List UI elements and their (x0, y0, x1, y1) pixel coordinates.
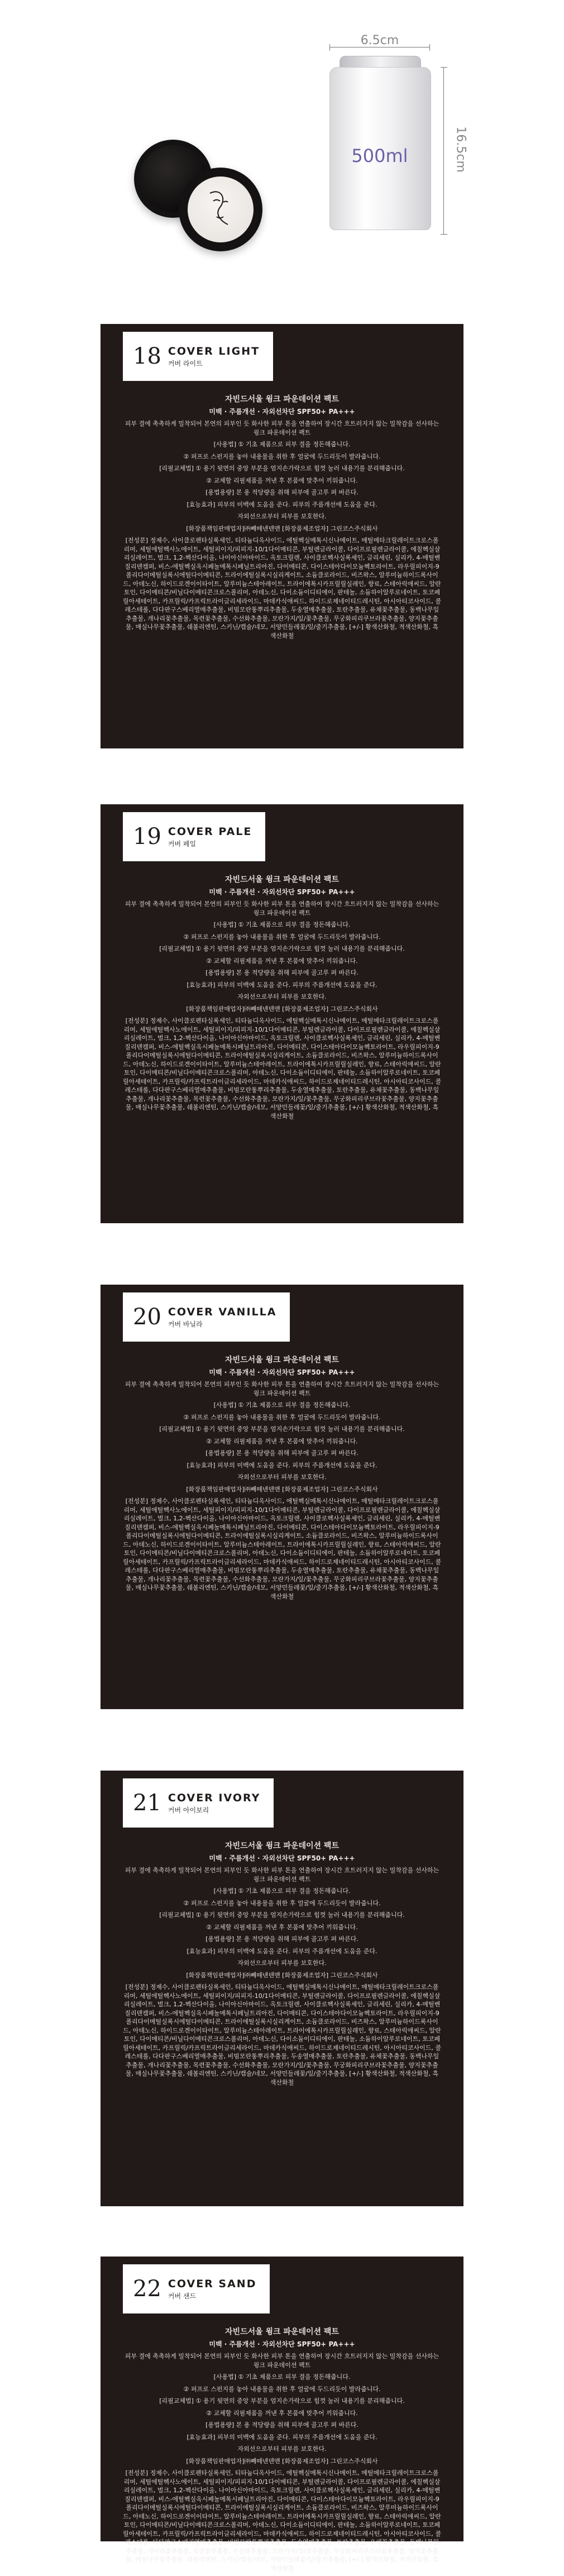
height-dimension (441, 67, 475, 235)
shade-label-box (123, 2264, 270, 2313)
shade-name-ko: 커버 라이트 (168, 359, 203, 368)
shade-card (101, 2257, 463, 2572)
usage-step-2: ② 퍼프로 스펀지를 놓아 내용물을 취한 후 얼굴에 두드리듯이 발라줍니다. (183, 2385, 381, 2393)
ingredients-text: [전성분] 정제수, 사이클로펜타실록세인, 티타늄디옥사이드, 에틸헥실메톡시신나메이트, 메틸메타크릴레이트크로스폴리머, 세틸에틸헥사노에이트, 세틸피이지/피피지-10/1다이메티콘, 부틸렌글라이콜, 다이프로필렌글라이콜, 에칠헥실살리실레이트, 벌크, 1,2-헥산다이올, 나이아신아마이드, 옥토크릴렌, 사이클로헥사실록세인, 글리세린, 실리카, 4-메틸벤질리덴캠퍼, 비스-에틸헥실옥시페놀메톡시페닐트리아진, 다이메티콘, 다이스테아다이모늄헥토라이트, 라우릴피이지-9폴리다이메틸실록시에틸다이메티콘, 트라이에틸실록시실리케이트, 소듐클로라이드, 비즈왁스, 알루미늄하이드록사이드, 아데노신, 하이드로겐이이타이트, 알루미늄스테아레이트, 트라이에톡시카프릴릴실레인, 향료, 스테아릭애씨드, 알란토인, 다이메티콘/비닐다이메티콘크로스폴리머, 아데노신, 다이소듐이디티에이, 판테놀, 소듐하이알루로네이트, 토코페릴아세테이트, 카프릴릭/카프릭트라이글리세라이드, 마데카식애씨드, 하이드로제네이티드레시틴, 아시아티코사이드, 콜레스테롤, 다다판구스베리열매추출물, 비빔모란퉁뿌리추출물, 두송열매추출물, 토란추출물, 유채꽃추출물, 동백나무잎추출물, 개나리꽃추출물, 목련꽃추출물, 수선화추출물, 모란가지/잎/꽃추출물, 무궁화피리쿠브라꽃추출물, 양지꽃추출물, 매실나무꽃추출물, 쉐볼리엔틴, 스키닌/캡슐/네모, 서양민들레꽃/잎/줄기추출물, [+/-] 황색산화철, 적색산화철, 흑색산화철 (123, 1017, 441, 1120)
width-dimension (329, 34, 430, 50)
usage-step-1: [사용법] ① 기초 제품으로 피부 결을 정돈해줍니다. (213, 2373, 351, 2381)
manufacturer-text: [화장품책임판매업자]㈜빼떼넨덴맨 [화장품제조업자] 그린코스주식회사 (186, 1485, 378, 1493)
product-info (123, 2328, 441, 2576)
product-title: 자빈드서울 윙크 파운데이션 팩트 (225, 875, 339, 884)
product-info (123, 1842, 441, 2090)
shade-names (168, 826, 252, 848)
refill-step-2: ② 교체할 리필제품을 꺼낸 후 본품에 맞추어 끼워줍니다. (206, 1437, 358, 1445)
can-volume-label: 500ml (351, 145, 408, 166)
effect-text-2: 자외선으로부터 피부를 보호한다. (237, 1959, 327, 1967)
refill-step-1: [리필교체법] ① 용기 뒷면의 중앙 부분을 엄지손가락으로 힘껏 눌러 내용기를 분리해줍니다. (159, 1425, 405, 1433)
shade-name-en: COVER PALE (168, 825, 252, 838)
dosage-text: [용법용량] 본 용 적당량을 취해 피부에 골고루 펴 바른다. (205, 2421, 359, 2429)
product-functions: 미백 · 주름개선 · 자외선차단 SPF50+ PA+++ (209, 1854, 355, 1862)
shade-name-ko: 커버 페일 (168, 839, 197, 848)
product-description: 피부 결에 촉촉하게 밀착되어 본연의 피부인 듯 화사한 피부 톤을 연출하여 장시간 흐트러지지 않는 밀착감을 선사하는 윙크 파운데이션 팩트 (125, 1381, 439, 1397)
effect-text: [효능효과] 피부의 미백에 도움을 준다. 피부의 주름개선에 도움을 준다. (187, 981, 377, 989)
usage-step-2: ② 퍼프로 스펀지를 놓아 내용물을 취한 후 얼굴에 두드리듯이 발라줍니다. (183, 933, 381, 941)
refill-step-1: [리필교체법] ① 용기 뒷면의 중앙 부분을 엄지손가락으로 힘껏 눌러 내용기를 분리해줍니다. (159, 1911, 405, 1919)
product-description: 피부 결에 촉촉하게 밀착되어 본연의 피부인 듯 화사한 피부 톤을 연출하여 장시간 흐트러지지 않는 밀착감을 선사하는 윙크 파운데이션 팩트 (125, 1867, 439, 1883)
refill-step-2: ② 교체할 리필제품을 꺼낸 후 본품에 맞추어 끼워줍니다. (206, 1923, 358, 1931)
usage-step-2: ② 퍼프로 스펀지를 놓아 내용물을 취한 후 얼굴에 두드리듯이 발라줍니다. (183, 1899, 381, 1907)
shade-label-box (123, 332, 273, 381)
dosage-text: [용법용량] 본 용 적당량을 취해 피부에 골고루 펴 바른다. (205, 1935, 359, 1943)
shade-name-ko: 커버 바닐라 (168, 1320, 203, 1328)
shade-label-box (123, 812, 265, 861)
width-label: 6.5cm (360, 34, 399, 47)
product-description: 피부 결에 촉촉하게 밀착되어 본연의 피부인 듯 화사한 피부 톤을 연출하여 장시간 흐트러지지 않는 밀착감을 선사하는 윙크 파운데이션 팩트 (125, 2353, 439, 2369)
product-title: 자빈드서울 윙크 파운데이션 팩트 (225, 395, 339, 404)
refill-step-2: ② 교체할 리필제품을 꺼낸 후 본품에 맞추어 끼워줍니다. (206, 957, 358, 965)
height-label: 16.5cm (453, 126, 468, 173)
shade-number: 21 (133, 1790, 161, 1816)
refill-step-2: ② 교체할 리필제품을 꺼낸 후 본품에 맞추어 끼워줍니다. (206, 476, 358, 484)
product-functions: 미백 · 주름개선 · 자외선차단 SPF50+ PA+++ (209, 407, 355, 416)
shade-number: 22 (133, 2276, 161, 2302)
shade-name-ko: 커버 샌드 (168, 2292, 197, 2300)
shade-name-en: COVER SAND (168, 2277, 257, 2290)
manufacturer-text: [화장품책임판매업자]㈜빼떼넨덴맨 [화장품제조업자] 그린코스주식회사 (186, 1971, 378, 1979)
compact-case-face-design (179, 168, 262, 251)
shade-name-ko: 커버 아이보리 (168, 1806, 209, 1814)
product-image-area (0, 0, 564, 268)
dosage-text: [용법용량] 본 용 적당량을 취해 피부에 골고루 펴 바른다. (205, 969, 359, 976)
ingredients-text: [전성분] 정제수, 사이클로펜타실록세인, 티타늄디옥사이드, 에틸헥실메톡시신나메이트, 메틸메타크릴레이트크로스폴리머, 세틸에틸헥사노에이트, 세틸피이지/피피지-10/1다이메티콘, 부틸렌글라이콜, 다이프로필렌글라이콜, 에칠헥실살리실레이트, 벌크, 1,2-헥산다이올, 나이아신아마이드, 옥토크릴렌, 사이클로헥사실록세인, 글리세린, 실리카, 4-메틸벤질리덴캠퍼, 비스-에틸헥실옥시페놀메톡시페닐트리아진, 다이메티콘, 다이스테아다이모늄헥토라이트, 라우릴피이지-9폴리다이메틸실록시에틸다이메티콘, 트라이에틸실록시실리케이트, 소듐클로라이드, 비즈왁스, 알루미늄하이드록사이드, 아데노신, 하이드로겐이이타이트, 알루미늄스테아레이트, 트라이에톡시카프릴릴실레인, 향료, 스테아릭애씨드, 알란토인, 다이메티콘/비닐다이메티콘크로스폴리머, 아데노신, 다이소듐이디티에이, 판테놀, 소듐하이알루로네이트, 토코페릴아세테이트, 카프릴릭/카프릭트라이글리세라이드, 마데카식애씨드, 하이드로제네이티드레시틴, 아시아티코사이드, 콜레스테롤, 다다판구스베리열매추출물, 비빔모란퉁뿌리추출물, 두송열매추출물, 토란추출물, 유채꽃추출물, 동백나무잎추출물, 개나리꽃추출물, 목련꽃추출물, 수선화추출물, 모란가지/잎/꽃추출물, 무궁화피리쿠브라꽃추출물, 양지꽃추출물, 매실나무꽃추출물, 쉐볼리엔틴, 스키닌/캡슐/네모, 서양민들레꽃/잎/줄기추출물, [+/-] 황색산화철, 적색산화철, 흑색산화철 (123, 1983, 441, 2086)
manufacturer-text: [화장품책임판매업자]㈜빼떼넨덴맨 [화장품제조업자] 그린코스주식회사 (186, 1005, 378, 1013)
product-title: 자빈드서울 윙크 파운데이션 팩트 (225, 1356, 339, 1365)
shade-names (168, 1792, 260, 1815)
shade-number: 19 (133, 824, 161, 850)
effect-text: [효능효과] 피부의 미백에 도움을 준다. 피부의 주름개선에 도움을 준다. (187, 1461, 377, 1469)
effect-text-2: 자외선으로부터 피부를 보호한다. (237, 1473, 327, 1481)
refill-step-1: [리필교체법] ① 용기 뒷면의 중앙 부분을 엄지손가락으로 힘껏 눌러 내용기를 분리해줍니다. (159, 945, 405, 952)
shade-names (168, 2278, 257, 2301)
product-title: 자빈드서울 윙크 파운데이션 팩트 (225, 1842, 339, 1850)
refill-step-2: ② 교체할 리필제품을 꺼낸 후 본품에 맞추어 끼워줍니다. (206, 2409, 358, 2417)
shade-number: 20 (133, 1304, 161, 1330)
shade-name-en: COVER IVORY (168, 1791, 261, 1804)
refill-step-1: [리필교체법] ① 용기 뒷면의 중앙 부분을 엄지손가락으로 힘껏 눌러 내용기를 분리해줍니다. (159, 465, 405, 472)
shade-names (168, 1306, 277, 1329)
dosage-text: [용법용량] 본 용 적당량을 취해 피부에 골고루 펴 바른다. (205, 1449, 359, 1457)
usage-step-1: [사용법] ① 기초 제품으로 피부 결을 정돈해줍니다. (213, 921, 351, 928)
effect-text: [효능효과] 피부의 미백에 도움을 준다. 피부의 주름개선에 도움을 준다. (187, 500, 377, 508)
product-info (123, 395, 441, 643)
usage-step-2: ② 퍼프로 스펀지를 놓아 내용물을 취한 후 얼굴에 두드리듯이 발라줍니다. (183, 1413, 381, 1421)
shade-name-en: COVER VANILLA (168, 1305, 277, 1318)
effect-text-2: 자외선으로부터 피부를 보호한다. (237, 2445, 327, 2453)
shade-card (101, 1285, 463, 1709)
refill-step-1: [리필교체법] ① 용기 뒷면의 중앙 부분을 엄지손가락으로 힘껏 눌러 내용기를 분리해줍니다. (159, 2397, 405, 2405)
usage-step-1: [사용법] ① 기초 제품으로 피부 결을 정돈해줍니다. (213, 1401, 351, 1409)
ingredients-text: [전성분] 정제수, 사이클로펜타실록세인, 티타늄디옥사이드, 에틸헥실메톡시신나메이트, 메틸메타크릴레이트크로스폴리머, 세틸에틸헥사노에이트, 세틸피이지/피피지-10/1다이메티콘, 부틸렌글라이콜, 다이프로필렌글라이콜, 에칠헥실살리실레이트, 벌크, 1,2-헥산다이올, 나이아신아마이드, 옥토크릴렌, 사이클로헥사실록세인, 글리세린, 실리카, 4-메틸벤질리덴캠퍼, 비스-에틸헥실옥시페놀메톡시페닐트리아진, 다이메티콘, 다이스테아다이모늄헥토라이트, 라우릴피이지-9폴리다이메틸실록시에틸다이메티콘, 트라이에틸실록시실리케이트, 소듐클로라이드, 비즈왁스, 알루미늄하이드록사이드, 아데노신, 하이드로겐이이타이트, 알루미늄스테아레이트, 트라이에톡시카프릴릴실레인, 향료, 스테아릭애씨드, 알란토인, 다이메티콘/비닐다이메티콘크로스폴리머, 아데노신, 다이소듐이디티에이, 판테놀, 소듐하이알루로네이트, 토코페릴아세테이트, 카프릴릭/카프릭트라이글리세라이드, 마데카식애씨드, 하이드로제네이티드레시틴, 아시아티코사이드, 콜레스테롤, 다다판구스베리열매추출물, 비빔모란퉁뿌리추출물, 두송열매추출물, 토란추출물, 유채꽃추출물, 동백나무잎추출물, 개나리꽃추출물, 목련꽃추출물, 수선화추출물, 모란가지/잎/꽃추출물, 무궁화피리쿠브라꽃추출물, 양지꽃추출물, 매실나무꽃추출물, 쉐볼리엔틴, 스키닌/캡슐/네모, 서양민들레꽃/잎/줄기추출물, [+/-] 황색산화철, 적색산화철, 흑색산화철 (123, 537, 441, 640)
effect-text: [효능효과] 피부의 미백에 도움을 준다. 피부의 주름개선에 도움을 준다. (187, 2433, 377, 2441)
shade-label-box (123, 1292, 290, 1342)
ingredients-text: [전성분] 정제수, 사이클로펜타실록세인, 티타늄디옥사이드, 에틸헥실메톡시신나메이트, 메틸메타크릴레이트크로스폴리머, 세틸에틸헥사노에이트, 세틸피이지/피피지-10/1다이메티콘, 부틸렌글라이콜, 다이프로필렌글라이콜, 에칠헥실살리실레이트, 벌크, 1,2-헥산다이올, 나이아신아마이드, 옥토크릴렌, 사이클로헥사실록세인, 글리세린, 실리카, 4-메틸벤질리덴캠퍼, 비스-에틸헥실옥시페놀메톡시페닐트리아진, 다이메티콘, 다이스테아다이모늄헥토라이트, 라우릴피이지-9폴리다이메틸실록시에틸다이메티콘, 트라이에틸실록시실리케이트, 소듐클로라이드, 비즈왁스, 알루미늄하이드록사이드, 아데노신, 하이드로겐이이타이트, 알루미늄스테아레이트, 트라이에톡시카프릴릴실레인, 향료, 스테아릭애씨드, 알란토인, 다이메티콘/비닐다이메티콘크로스폴리머, 아데노신, 다이소듐이디티에이, 판테놀, 소듐하이알루로네이트, 토코페릴아세테이트, 카프릴릭/카프릭트라이글리세라이드, 마데카식애씨드, 하이드로제네이티드레시틴, 아시아티코사이드, 콜레스테롤, 다다판구스베리열매추출물, 비빔모란퉁뿌리추출물, 두송열매추출물, 토란추출물, 유채꽃추출물, 동백나무잎추출물, 개나리꽃추출물, 목련꽃추출물, 수선화추출물, 모란가지/잎/꽃추출물, 무궁화피리쿠브라꽃추출물, 양지꽃추출물, 매실나무꽃추출물, 쉐볼리엔틴, 스키닌/캡슐/네모, 서양민들레꽃/잎/줄기추출물, [+/-] 황색산화철, 적색산화철, 흑색산화철 (123, 2469, 441, 2572)
product-description: 피부 결에 촉촉하게 밀착되어 본연의 피부인 듯 화사한 피부 톤을 연출하여 장시간 흐트러지지 않는 밀착감을 선사하는 윙크 파운데이션 팩트 (125, 900, 439, 917)
ingredients-text: [전성분] 정제수, 사이클로펜타실록세인, 티타늄디옥사이드, 에틸헥실메톡시신나메이트, 메틸메타크릴레이트크로스폴리머, 세틸에틸헥사노에이트, 세틸피이지/피피지-10/1다이메티콘, 부틸렌글라이콜, 다이프로필렌글라이콜, 에칠헥실살리실레이트, 벌크, 1,2-헥산다이올, 나이아신아마이드, 옥토크릴렌, 사이클로헥사실록세인, 글리세린, 실리카, 4-메틸벤질리덴캠퍼, 비스-에틸헥실옥시페놀메톡시페닐트리아진, 다이메티콘, 다이스테아다이모늄헥토라이트, 라우릴피이지-9폴리다이메틸실록시에틸다이메티콘, 트라이에틸실록시실리케이트, 소듐클로라이드, 비즈왁스, 알루미늄하이드록사이드, 아데노신, 하이드로겐이이타이트, 알루미늄스테아레이트, 트라이에톡시카프릴릴실레인, 향료, 스테아릭애씨드, 알란토인, 다이메티콘/비닐다이메티콘크로스폴리머, 아데노신, 다이소듐이디티에이, 판테놀, 소듐하이알루로네이트, 토코페릴아세테이트, 카프릴릭/카프릭트라이글리세라이드, 마데카식애씨드, 하이드로제네이티드레시틴, 아시아티코사이드, 콜레스테롤, 다다판구스베리열매추출물, 비빔모란퉁뿌리추출물, 두송열매추출물, 토란추출물, 유채꽃추출물, 동백나무잎추출물, 개나리꽃추출물, 목련꽃추출물, 수선화추출물, 모란가지/잎/꽃추출물, 무궁화피리쿠브라꽃추출물, 양지꽃추출물, 매실나무꽃추출물, 쉐볼리엔틴, 스키닌/캡슐/네모, 서양민들레꽃/잎/줄기추출물, [+/-] 황색산화철, 적색산화철, 흑색산화철 (123, 1497, 441, 1600)
shade-card (101, 1771, 463, 2206)
usage-step-1: [사용법] ① 기초 제품으로 피부 결을 정돈해줍니다. (213, 1887, 351, 1895)
usage-step-1: [사용법] ① 기초 제품으로 피부 결을 정돈해줍니다. (213, 441, 351, 448)
height-dimension-line (443, 67, 444, 235)
shade-label-box (123, 1778, 274, 1828)
product-functions: 미백 · 주름개선 · 자외선차단 SPF50+ PA+++ (209, 888, 355, 896)
manufacturer-text: [화장품책임판매업자]㈜빼떼넨덴맨 [화장품제조업자] 그린코스주식회사 (186, 2457, 378, 2465)
effect-text-2: 자외선으로부터 피부를 보호한다. (237, 513, 327, 520)
shade-card (101, 324, 463, 748)
product-title: 자빈드서울 윙크 파운데이션 팩트 (225, 2327, 339, 2336)
product-description: 피부 결에 촉촉하게 밀착되어 본연의 피부인 듯 화사한 피부 톤을 연출하여 장시간 흐트러지지 않는 밀착감을 선사하는 윙크 파운데이션 팩트 (125, 420, 439, 436)
product-info (123, 876, 441, 1124)
product-functions: 미백 · 주름개선 · 자외선차단 SPF50+ PA+++ (209, 2340, 355, 2348)
dosage-text: [용법용량] 본 용 적당량을 취해 피부에 골고루 펴 바른다. (205, 489, 359, 496)
effect-text: [효능효과] 피부의 미백에 도움을 준다. 피부의 주름개선에 도움을 준다. (187, 1947, 377, 1955)
effect-text-2: 자외선으로부터 피부를 보호한다. (237, 993, 327, 1000)
face-line-drawing-icon (188, 176, 254, 242)
shade-card (101, 804, 463, 1223)
product-info (123, 1356, 441, 1604)
shade-name-en: COVER LIGHT (168, 345, 260, 357)
usage-step-2: ② 퍼프로 스펀지를 놓아 내용물을 취한 후 얼굴에 두드리듯이 발라줍니다. (183, 452, 381, 460)
shade-number: 18 (133, 344, 161, 369)
can-size-reference (329, 56, 430, 235)
manufacturer-text: [화장품책임판매업자]㈜빼떼넨덴맨 [화장품제조업자] 그린코스주식회사 (186, 524, 378, 532)
shade-names (168, 345, 260, 368)
product-functions: 미백 · 주름개선 · 자외선차단 SPF50+ PA+++ (209, 1368, 355, 1376)
